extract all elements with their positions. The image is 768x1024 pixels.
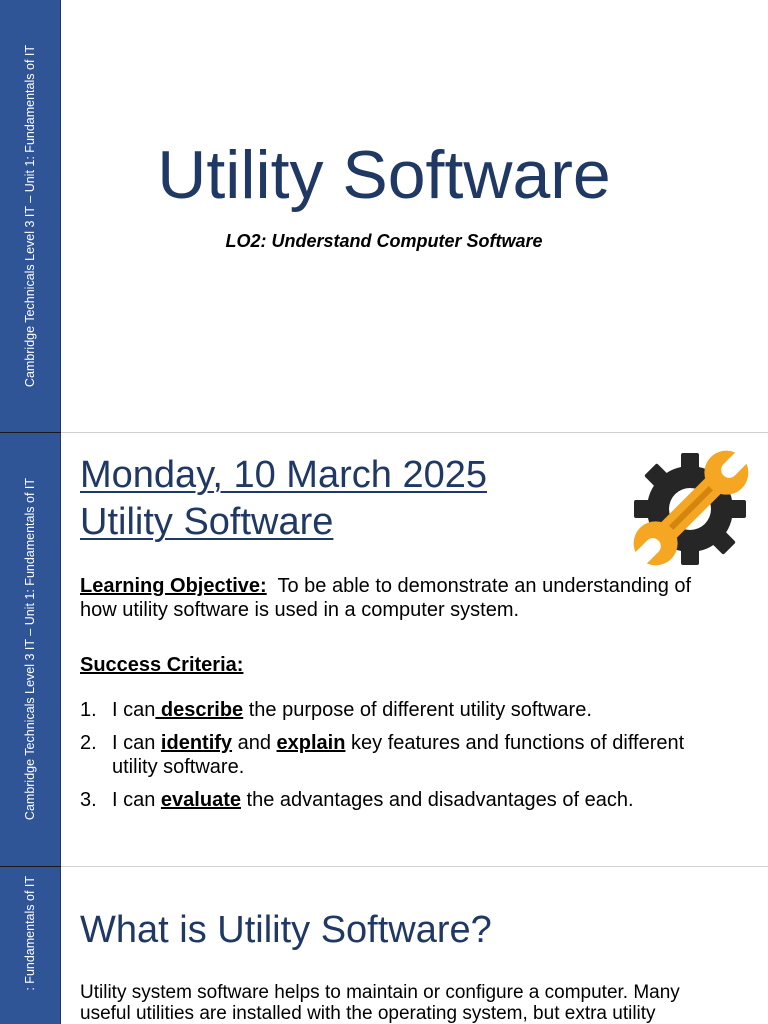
slide-title: Utility Software — [157, 137, 611, 213]
text-run: I can — [112, 699, 156, 721]
list-item — [80, 731, 740, 779]
learning-objective-text: how utility software is used in a computer system. — [80, 599, 520, 621]
learning-objective-label: Learning Objective: — [80, 575, 267, 597]
list-item-line — [112, 731, 684, 755]
learning-objective-line — [80, 574, 691, 598]
slide-heading — [80, 452, 487, 546]
sidebar-banner — [0, 0, 61, 432]
slide-1 — [0, 0, 768, 432]
sidebar-course-label: Cambridge Technicals Level 3 IT – Unit 1: Fundamentals of IT — [23, 478, 37, 821]
gear-wrench-icon — [626, 443, 756, 573]
text-run: key features and functions of different — [345, 732, 685, 754]
list-number: 2. — [80, 732, 97, 754]
list-number: 3. — [80, 789, 97, 811]
keyword: identify — [160, 732, 233, 754]
text-run: the advantages and disadvantages of each. — [240, 789, 634, 811]
sidebar-banner — [0, 867, 61, 1024]
text-run: and — [232, 732, 277, 754]
slide-2 — [0, 433, 768, 866]
list-item-line: utility software. — [112, 756, 245, 778]
keyword: explain — [276, 732, 346, 754]
learning-objective-line — [80, 598, 691, 622]
keyword: describe — [155, 699, 244, 721]
text-run: I can — [112, 732, 161, 754]
success-criteria-label: Success Criteria: — [80, 654, 244, 676]
lesson-title: Utility Software — [80, 501, 334, 543]
learning-objective — [80, 574, 691, 622]
slide-title: What is Utility Software? — [80, 909, 492, 951]
list-item — [80, 698, 740, 722]
sidebar-course-label: Cambridge Technicals Level 3 IT – Unit 1: Fundamentals of IT — [23, 44, 37, 388]
slide-3 — [0, 867, 768, 1024]
keyword: evaluate — [160, 789, 241, 811]
lesson-date: Monday, 10 March 2025 — [80, 454, 487, 496]
list-item-text — [112, 731, 684, 779]
learning-objective-text: To be able to demonstrate an understanding of — [266, 575, 692, 597]
list-number: 1. — [80, 699, 97, 721]
list-item — [80, 788, 740, 812]
list-item-text — [112, 698, 592, 722]
sidebar-course-label: : Fundamentals of IT — [23, 876, 37, 991]
slide-body — [80, 982, 680, 1024]
sidebar-banner — [0, 433, 61, 866]
text-run: the purpose of different utility software. — [243, 699, 592, 721]
body-line: useful utilities are installed with the operating system, but extra utility — [80, 1003, 656, 1024]
list-item-text — [112, 788, 634, 812]
text-run: I can — [112, 789, 161, 811]
body-line: Utility system software helps to maintain or configure a computer. Many — [80, 982, 680, 1003]
slide-subtitle: LO2: Understand Computer Software — [225, 231, 543, 251]
success-criteria-list — [80, 698, 740, 821]
